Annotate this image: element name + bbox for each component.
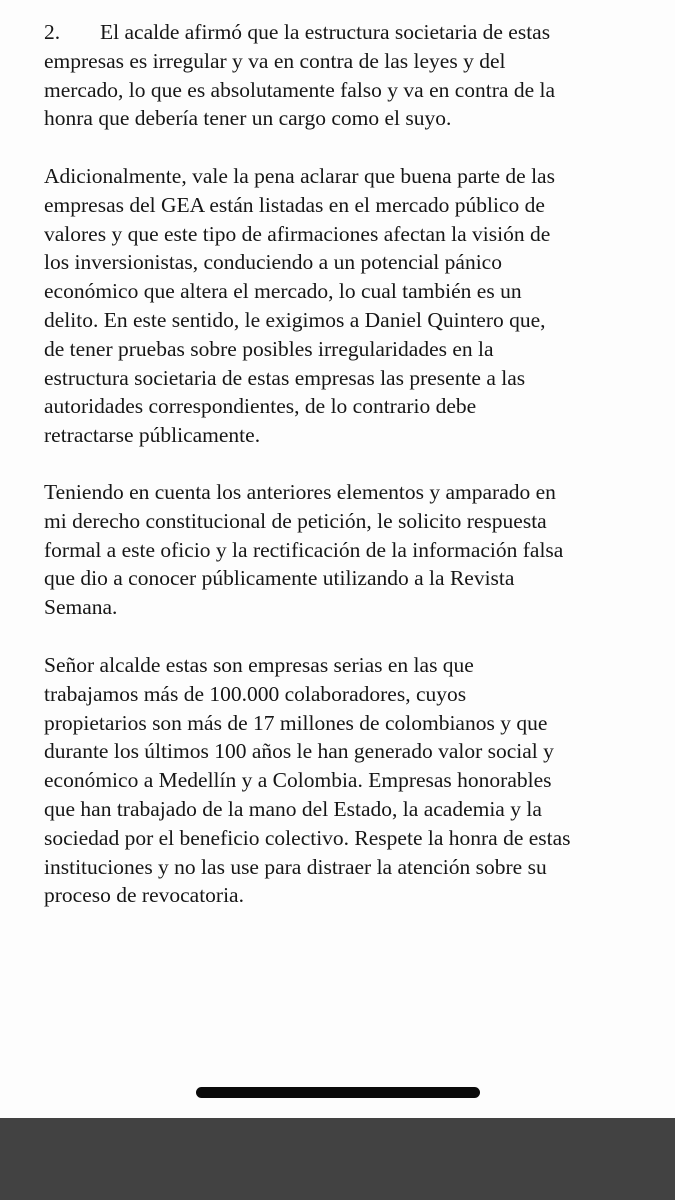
- paragraph-line: instituciones y no las use para distraer la atención sobre su: [44, 854, 547, 879]
- paragraph-line: que han trabajado de la mano del Estado, la academia y la: [44, 796, 542, 821]
- paragraph-line: económico que altera el mercado, lo cual también es un: [44, 279, 522, 304]
- paragraph-line: Señor alcalde estas son empresas serias en las que: [44, 653, 474, 677]
- paragraph-line: mi derecho constitucional de petición, le solicito respuesta: [44, 508, 547, 533]
- paragraph-line: empresas del GEA están listadas en el mercado público de: [44, 192, 545, 217]
- paragraph-line: Teniendo en cuenta los anteriores elementos y amparado en: [44, 480, 556, 504]
- paragraph-line: sociedad por el beneficio colectivo. Respete la honra de estas: [44, 825, 571, 850]
- paragraph-point-2: [44, 18, 644, 133]
- paragraph-line: Semana.: [44, 595, 118, 620]
- paragraph-line: autoridades correspondientes, de lo contrario debe: [44, 394, 477, 419]
- paragraph-line: trabajamos más de 100.000 colaboradores, cuyos: [44, 681, 467, 706]
- bottom-bar: [0, 1118, 675, 1200]
- paragraph-line: delito. En este sentido, le exigimos a Daniel Quintero que,: [44, 307, 546, 332]
- paragraph-line: los inversionistas, conduciendo a un potencial pánico: [44, 250, 502, 275]
- paragraph-line: Adicionalmente, vale la pena aclarar que buena parte de las: [44, 164, 555, 188]
- paragraph-line: proceso de revocatoria.: [44, 883, 244, 908]
- paragraph-line: retractarse públicamente.: [44, 423, 261, 448]
- paragraph-line: de tener pruebas sobre posibles irregularidades en la: [44, 336, 494, 361]
- home-indicator[interactable]: [196, 1087, 480, 1098]
- paragraph-teniendo: [44, 478, 644, 622]
- paragraph-line: honra que debería tener un cargo como el suyo.: [44, 106, 452, 131]
- item-number: 2.: [44, 20, 61, 44]
- paragraph-line: económico a Medellín y a Colombia. Empresas honorables: [44, 768, 552, 793]
- paragraph-adicionalmente: [44, 162, 644, 450]
- paragraph-line: propietarios son más de 17 millones de colombianos y que: [44, 710, 548, 735]
- paragraph-senor-alcalde: [44, 651, 644, 910]
- paragraph-line: mercado, lo que es absolutamente falso y va en contra de la: [44, 77, 556, 102]
- paragraph-line: estructura societaria de estas empresas las presente a las: [44, 365, 526, 390]
- paragraph-line: valores y que este tipo de afirmaciones afectan la visión de: [44, 221, 551, 246]
- paragraph-line: durante los últimos 100 años le han generado valor social y: [44, 739, 554, 764]
- paragraph-line: formal a este oficio y la rectificación de la información falsa: [44, 537, 564, 562]
- paragraph-line: 2. El acalde afirmó que la estructura societaria de estas: [44, 18, 644, 47]
- paragraph-line: que dio a conocer públicamente utilizando a la Revista: [44, 566, 515, 591]
- paragraph-line: empresas es irregular y va en contra de las leyes y del: [44, 48, 506, 73]
